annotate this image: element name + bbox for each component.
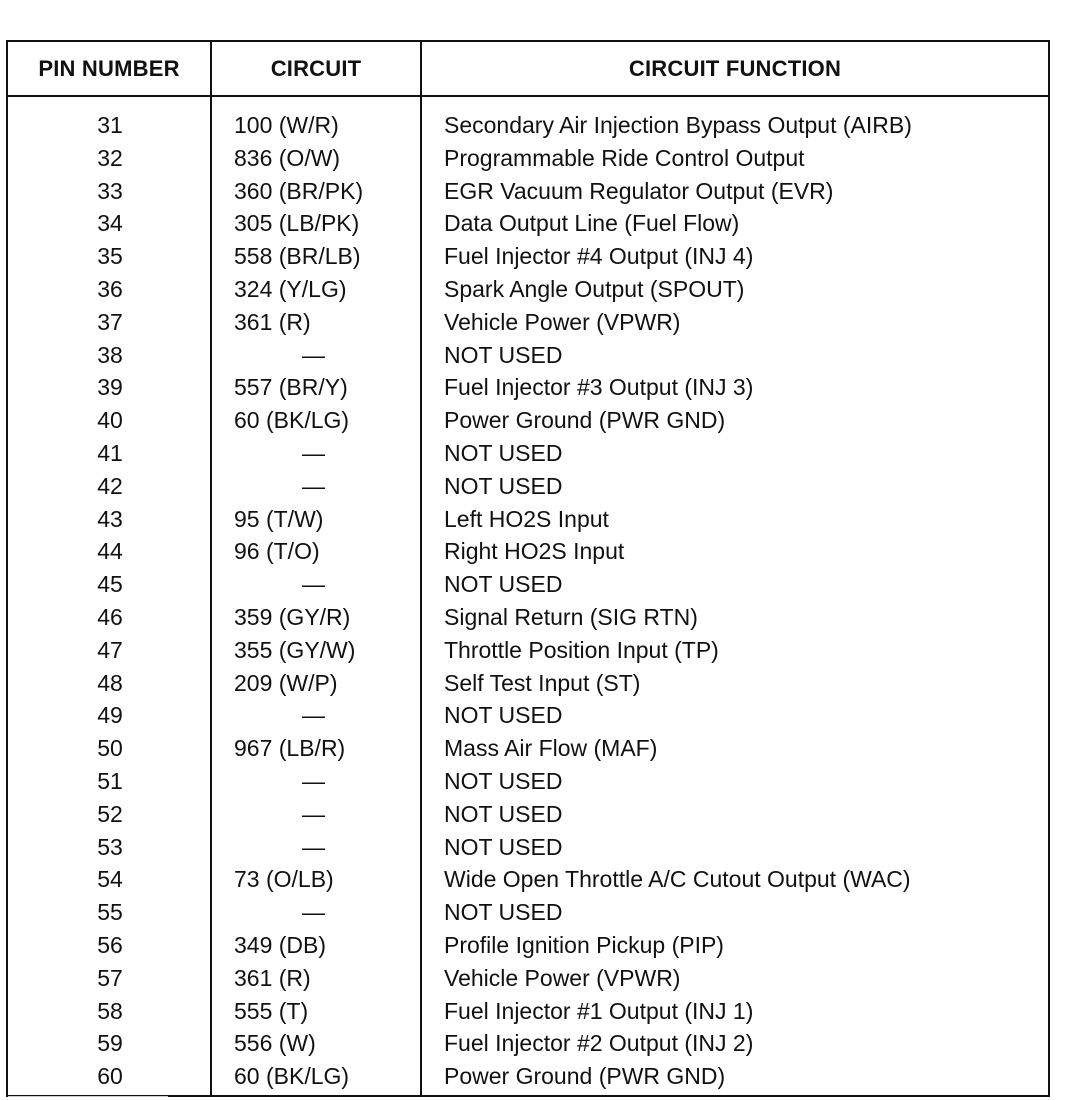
unused-dash: — (302, 571, 325, 598)
unused-dash: — (302, 899, 325, 926)
circuit-cell: 360 (BR/PK) (234, 177, 364, 204)
circuit-function-cell: NOT USED (444, 702, 563, 729)
unused-dash: — (302, 439, 325, 466)
unused-dash: — (302, 767, 325, 794)
circuit-column (212, 97, 422, 1095)
pin-number-cell: 31 (97, 112, 123, 138)
pin-number-cell: 42 (97, 472, 123, 499)
unused-dash: — (302, 800, 325, 827)
circuit-function-cell: Fuel Injector #4 Output (INJ 4) (444, 243, 754, 270)
circuit-cell: 361 (R) (234, 964, 311, 991)
pin-number-cell: 36 (97, 275, 123, 302)
circuit-cell: 556 (W) (234, 1030, 316, 1057)
circuit-function-cell: Fuel Injector #2 Output (INJ 2) (444, 1030, 754, 1057)
circuit-function-cell: Profile Ignition Pickup (PIP) (444, 931, 724, 958)
pin-number-cell: 39 (97, 374, 123, 401)
circuit-cell: 359 (GY/R) (234, 603, 351, 630)
unused-dash: — (302, 833, 325, 860)
circuit-function-cell: NOT USED (444, 899, 563, 926)
circuit-cell: 324 (Y/LG) (234, 275, 347, 302)
pin-number-cell: 38 (97, 341, 123, 368)
pin-number-cell: 57 (97, 964, 123, 991)
circuit-cell: 209 (W/P) (234, 669, 338, 696)
pin-number-cell: 54 (97, 866, 123, 893)
pin-number-cell: 53 (97, 833, 123, 860)
circuit-function-cell: Vehicle Power (VPWR) (444, 964, 681, 991)
circuit-function-cell: NOT USED (444, 341, 563, 368)
circuit-cell: 73 (O/LB) (234, 866, 334, 893)
circuit-function-cell: Fuel Injector #1 Output (INJ 1) (444, 997, 754, 1024)
pin-number-cell: 37 (97, 308, 123, 335)
circuit-cell: 100 (W/R) (234, 112, 339, 138)
circuit-function-cell: Programmable Ride Control Output (444, 144, 805, 171)
unused-dash: — (302, 341, 325, 368)
circuit-cell: 836 (O/W) (234, 144, 341, 171)
circuit-function-cell: EGR Vacuum Regulator Output (EVR) (444, 177, 834, 204)
pin-number-cell: 40 (97, 407, 123, 434)
pin-number-cell: 49 (97, 702, 123, 729)
circuit-cell: 558 (BR/LB) (234, 243, 361, 270)
circuit-function-cell: Secondary Air Injection Bypass Output (AIRB) (444, 112, 912, 138)
pin-number-cell: 50 (97, 735, 123, 762)
circuit-cell: 355 (GY/W) (234, 636, 356, 663)
circuit-cell (212, 831, 420, 864)
circuit-function-cell: NOT USED (444, 571, 563, 598)
circuit-function-cell: NOT USED (444, 472, 563, 499)
circuit-cell (212, 470, 420, 503)
circuit-function-cell: Signal Return (SIG RTN) (444, 603, 698, 630)
pin-number-cell: 33 (97, 177, 123, 204)
circuit-cell: 305 (LB/PK) (234, 210, 360, 237)
circuit-function-cell: Self Test Input (ST) (444, 669, 641, 696)
pin-number-header: PIN NUMBER (8, 42, 212, 95)
pin-number-cell: 45 (97, 571, 123, 598)
pin-number-cell: 59 (97, 1030, 123, 1057)
pin-number-cell: 55 (97, 899, 123, 926)
table-body (8, 97, 1048, 1095)
circuit-cell: 96 (T/O) (234, 538, 320, 565)
pin-number-cell: 43 (97, 505, 123, 532)
circuit-cell: 555 (T) (234, 997, 309, 1024)
circuit-cell (212, 339, 420, 372)
pin-number-cell: 35 (97, 243, 123, 270)
circuit-cell (212, 699, 420, 732)
circuit-cell: 557 (BR/Y) (234, 374, 348, 401)
circuit-cell (212, 568, 420, 601)
circuit-function-column (422, 97, 1048, 1095)
circuit-function-cell: Power Ground (PWR GND) (444, 407, 726, 434)
unused-dash: — (302, 702, 325, 729)
circuit-function-cell: Throttle Position Input (TP) (444, 636, 719, 663)
unused-dash: — (302, 472, 325, 499)
pin-number-cell: 58 (97, 997, 123, 1024)
pin-number-cell: 48 (97, 669, 123, 696)
circuit-cell (212, 896, 420, 929)
pin-table (6, 40, 1050, 1097)
circuit-function-cell: Fuel Injector #3 Output (INJ 3) (444, 374, 754, 401)
circuit-function-cell: Vehicle Power (VPWR) (444, 308, 681, 335)
circuit-function-cell: Wide Open Throttle A/C Cutout Output (WAC) (444, 866, 911, 893)
circuit-function-cell: Right HO2S Input (444, 538, 625, 565)
pin-number-cell: 41 (97, 439, 123, 466)
pin-number-cell: 51 (97, 767, 123, 794)
circuit-function-cell: Left HO2S Input (444, 505, 609, 532)
circuit-function-cell: NOT USED (444, 767, 563, 794)
circuit-cell: 361 (R) (234, 308, 311, 335)
circuit-cell: 349 (DB) (234, 931, 327, 958)
circuit-cell (212, 765, 420, 798)
pin-number-cell: 44 (97, 538, 123, 565)
pin-number-cell: 52 (97, 800, 123, 827)
circuit-header: CIRCUIT (212, 42, 422, 95)
table-header-row (8, 42, 1048, 97)
pin-number-cell: 60 (97, 1063, 123, 1090)
circuit-cell: 95 (T/W) (234, 505, 324, 532)
circuit-function-cell: Power Ground (PWR GND) (444, 1063, 726, 1090)
circuit-function-cell: NOT USED (444, 800, 563, 827)
pin-number-cell: 46 (97, 603, 123, 630)
pin-number-cell: 32 (97, 144, 123, 171)
circuit-function-cell: NOT USED (444, 833, 563, 860)
scan-artifact-line (8, 1096, 168, 1097)
circuit-cell: 967 (LB/R) (234, 735, 346, 762)
circuit-cell (212, 798, 420, 831)
circuit-cell (212, 437, 420, 470)
pin-number-cell: 56 (97, 931, 123, 958)
circuit-function-cell: Mass Air Flow (MAF) (444, 735, 658, 762)
circuit-function-cell: Data Output Line (Fuel Flow) (444, 210, 740, 237)
circuit-function-header: CIRCUIT FUNCTION (628, 55, 842, 81)
pin-number-column (8, 97, 212, 1095)
pin-number-cell: 47 (97, 636, 123, 663)
circuit-cell: 60 (BK/LG) (234, 407, 350, 434)
pin-number-cell: 34 (97, 210, 123, 237)
circuit-cell: 60 (BK/LG) (234, 1063, 350, 1090)
circuit-function-cell: NOT USED (444, 439, 563, 466)
circuit-function-cell: Spark Angle Output (SPOUT) (444, 275, 745, 302)
